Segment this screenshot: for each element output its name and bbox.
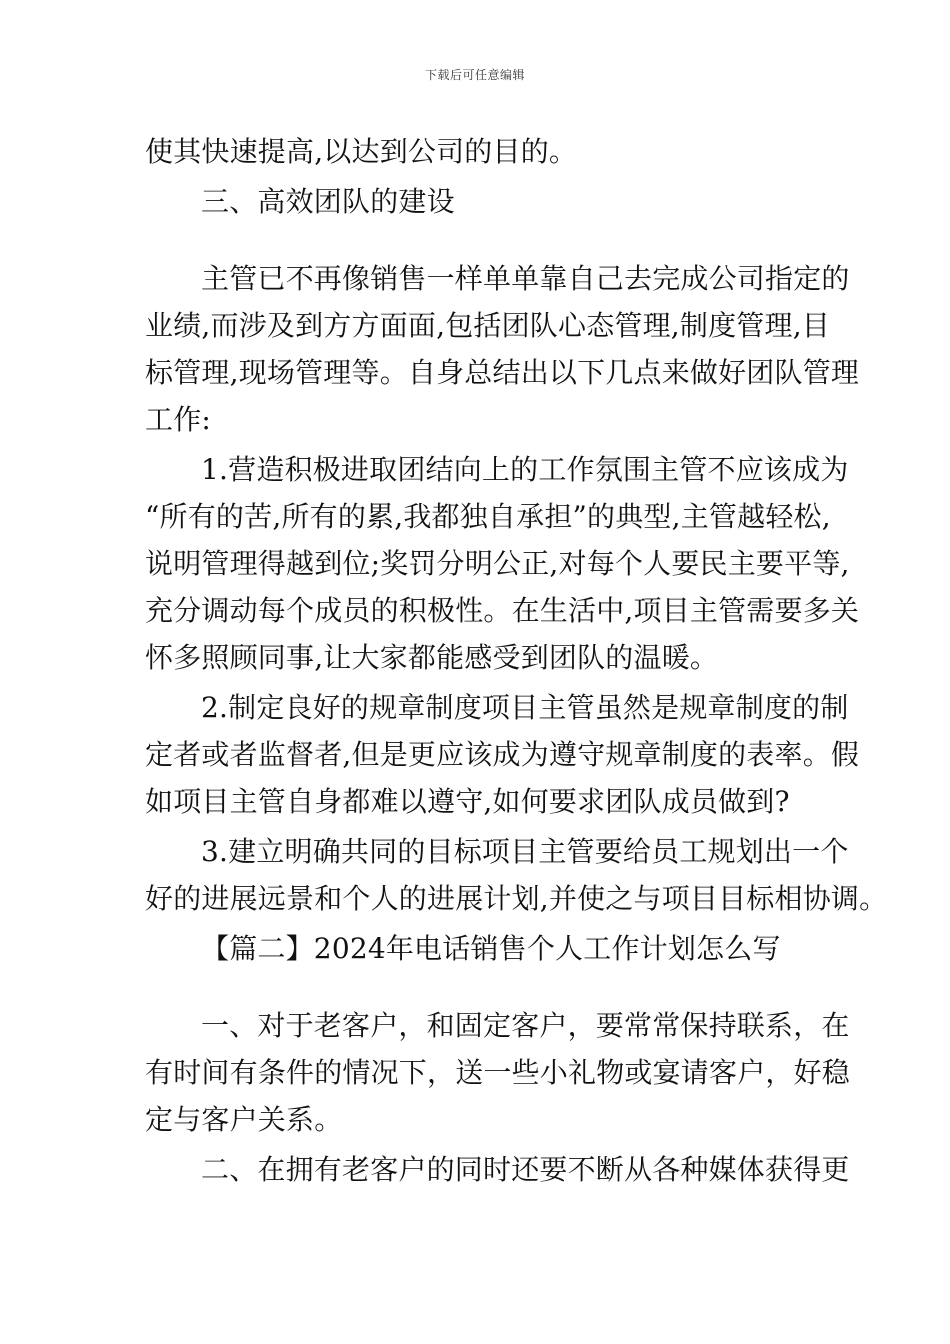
paragraph-line: 定与客户关系。 — [145, 1103, 343, 1136]
document-body — [145, 128, 888, 1193]
section-heading: 【篇二】2024年电话销售个人工作计划怎么写 — [201, 932, 781, 965]
paragraph-line: 标管理,现场管理等。自身总结出以下几点来做好团队管理 — [145, 356, 860, 389]
paragraph-line: 业绩,而涉及到方方面面,包括团队心态管理,制度管理,目 — [145, 309, 831, 342]
paragraph-line: 使其快速提高,以达到公司的目的。 — [145, 135, 578, 168]
paragraph-line: 工作: — [145, 403, 212, 436]
page-header-note: 下载后可任意编辑 — [424, 68, 525, 82]
paragraph-line: 一、对于老客户，和固定客户，要常常保持联系，在 — [201, 1009, 850, 1042]
paragraph-line: 说明管理得越到位;奖罚分明公正,对每个人要民主要平等, — [145, 547, 850, 580]
section-heading: 三、高效团队的建设 — [201, 185, 455, 218]
paragraph-line: 3.建立明确共同的目标项目主管要给员工规划出一个 — [201, 835, 849, 868]
paragraph-line: “所有的苦,所有的累,我都独自承担”的典型,主管越轻松, — [145, 500, 831, 533]
paragraph-line: 主管已不再像销售一样单单靠自己去完成公司指定的 — [201, 262, 850, 295]
paragraph-line: 二、在拥有老客户的同时还要不断从各种媒体获得更 — [201, 1153, 850, 1186]
paragraph-line: 有时间有条件的情况下，送一些小礼物或宴请客户，好稳 — [145, 1056, 851, 1089]
paragraph-line: 充分调动每个成员的积极性。在生活中,项目主管需要多关 — [145, 594, 860, 627]
paragraph-line: 定者或者监督者,但是更应该成为遵守规章制度的表率。假 — [145, 738, 860, 771]
paragraph-line: 怀多照顾同事,让大家都能感受到团队的温暖。 — [145, 641, 719, 674]
paragraph-line: 如项目主管自身都难以遵守,如何要求团队成员做到? — [145, 785, 790, 818]
paragraph-line: 好的进展远景和个人的进展计划,并使之与项目目标相协调。 — [145, 882, 888, 915]
paragraph-line: 2.制定良好的规章制度项目主管虽然是规章制度的制 — [201, 691, 849, 724]
paragraph-line: 1.营造积极进取团结向上的工作氛围主管不应该成为 — [201, 453, 849, 486]
